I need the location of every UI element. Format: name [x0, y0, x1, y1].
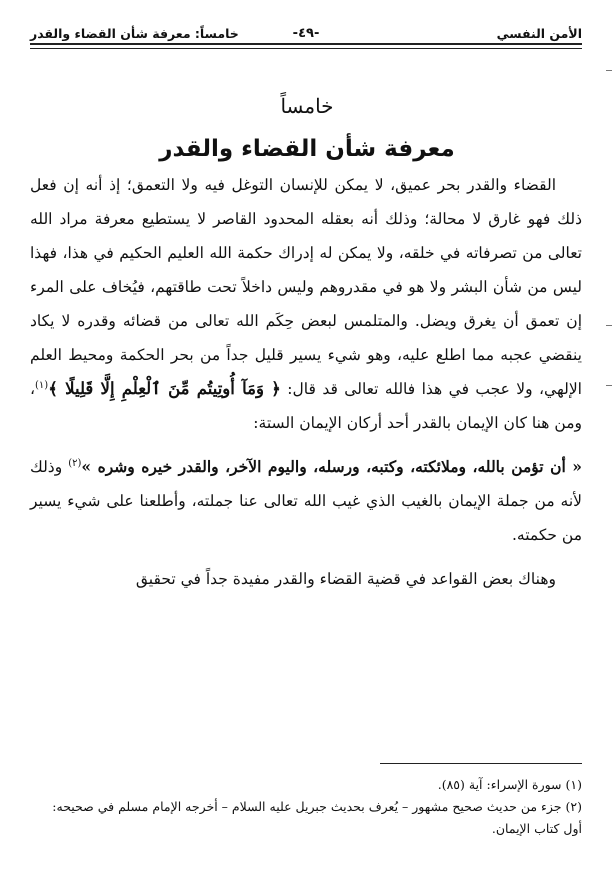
margin-mark [606, 70, 612, 71]
footnote-rule [380, 763, 582, 764]
chapter-label: خامساً [280, 94, 334, 118]
chapter-title: معرفة شأن القضاء والقدر [159, 136, 455, 162]
paragraph-1 [30, 168, 582, 440]
header-rule [30, 43, 582, 49]
body-text [30, 168, 582, 596]
footnote-ref-1: (١) [35, 379, 49, 391]
paragraph-2 [30, 450, 582, 552]
section-title: خامساً: معرفة شأن القضاء والقدر [30, 26, 239, 41]
footnotes [30, 774, 582, 840]
paragraph-2-text: وذلك لأنه من جملة الإيمان بالغيب الذي غيب الله تعالى عنا جملته، وأطلعنا على شيء يسير من حكمته. [30, 458, 582, 544]
hadith-quote: « أن تؤمن بالله، وملائكته، وكتبه، ورسله، واليوم الآخر، والقدر خيره وشره » [81, 457, 582, 476]
footnote-ref-2: (٢) [68, 457, 82, 469]
margin-mark [606, 385, 612, 386]
quran-verse: ﴿ وَمَآ أُوتِيتُم مِّنَ ٱلْعِلْمِ إِلَّا قَلِيلًا ﴾ [48, 379, 281, 398]
footnote-2: (٢) جزء من حديث صحيح مشهور – يُعرف بحديث جبريل عليه السلام – أخرجه الإمام مسلم في صحيحه: أول كتاب الإيمان. [52, 799, 582, 836]
paragraph-3: وهناك بعض القواعد في قضية القضاء والقدر مفيدة جداً في تحقيق [135, 570, 556, 588]
footnote-1: (١) سورة الإسراء: آية (٨٥). [437, 777, 582, 792]
book-title: الأمن النفسي [496, 26, 582, 41]
paragraph-1-tail: ، ومن هنا كان الإيمان بالقدر أحد أركان الإيمان الستة: [30, 380, 582, 432]
margin-mark [606, 325, 612, 326]
page-number: -٤٩- [292, 26, 320, 41]
paragraph-1-text: القضاء والقدر بحر عميق، لا يمكن للإنسان التوغل فيه ولا التعمق؛ إذ أنه إن فعل ذلك فهو غارق لا محالة؛ وذلك أنه بعقله المحدود القاصر لا يستطيع معرفة مراد الله تعالى من تصرفاته في خلقه، ولا يمكن له إدراك حكمة الله العليم الحكيم في هذا، فهذا ليس من شأن البشر ولا هو في مقدروهم وليس داخلاً تحت طاقتهم، فيُخاف على المرء إن تعمق أن يغرق ويضل. والمتلمس لبعض حِكَم الله تعالى من قضائه وقدره لا يكاد ينقضي عجبه مما اطلع عليه، وهو شيء يسير قليل جداً من بحر الحكمة ومحيط العلم الإلهي، ولا عجب في هذا فالله تعالى قد قال: [30, 176, 582, 398]
